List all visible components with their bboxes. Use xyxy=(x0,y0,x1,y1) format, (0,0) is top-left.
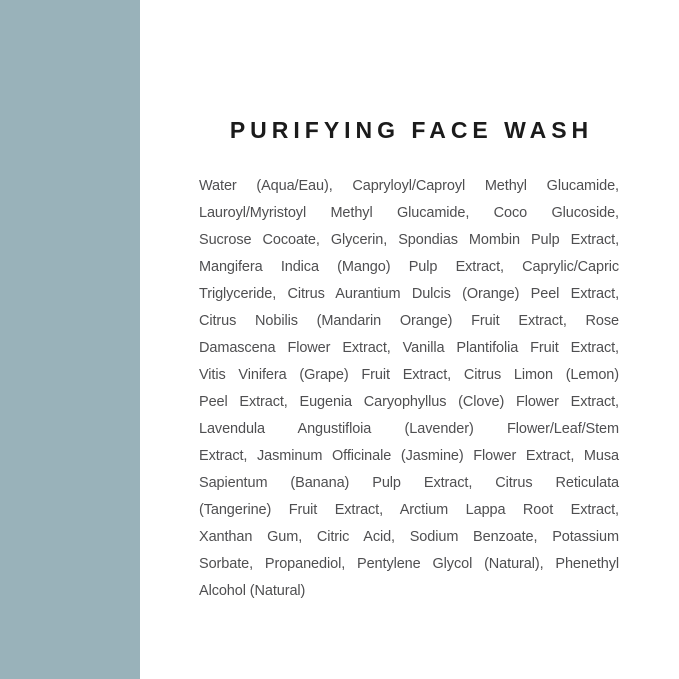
ingredients-line: Vitis Vinifera (Grape) Fruit Extract, Citrus Limon (Lemon) xyxy=(199,367,619,383)
ingredients-line: Xanthan Gum, Citric Acid, Sodium Benzoate, Potassium xyxy=(199,529,619,545)
ingredients-text xyxy=(199,173,619,605)
ingredients-line: Peel Extract, Eugenia Caryophyllus (Clove) Flower Extract, xyxy=(199,394,619,410)
ingredients-line: Triglyceride, Citrus Aurantium Dulcis (Orange) Peel Extract, xyxy=(199,286,619,302)
ingredients-line: Water (Aqua/Eau), Capryloyl/Caproyl Methyl Glucamide, xyxy=(199,178,619,194)
product-label xyxy=(199,0,619,679)
ingredients-line: Alcohol (Natural) xyxy=(199,583,306,599)
ingredients-line: Extract, Jasminum Officinale (Jasmine) Flower Extract, Musa xyxy=(199,448,619,464)
ingredients-line: Citrus Nobilis (Mandarin Orange) Fruit Extract, Rose xyxy=(199,313,619,329)
ingredients-line: Mangifera Indica (Mango) Pulp Extract, Caprylic/Capric xyxy=(199,259,619,275)
ingredients-line: Damascena Flower Extract, Vanilla Plantifolia Fruit Extract, xyxy=(199,340,619,356)
ingredients-line: (Tangerine) Fruit Extract, Arctium Lappa Root Extract, xyxy=(199,502,619,518)
product-title: PURIFYING FACE WASH xyxy=(229,117,594,143)
ingredients-line: Lauroyl/Myristoyl Methyl Glucamide, Coco Glucoside, xyxy=(199,205,619,221)
ingredients-line: Lavendula Angustifloia (Lavender) Flower/Leaf/Stem xyxy=(199,421,619,437)
ingredients-line: Sucrose Cocoate, Glycerin, Spondias Mombin Pulp Extract, xyxy=(199,232,619,248)
ingredients-line: Sorbate, Propanediol, Pentylene Glycol (Natural), Phenethyl xyxy=(199,556,619,572)
left-color-band xyxy=(0,0,140,679)
ingredients-line: Sapientum (Banana) Pulp Extract, Citrus Reticulata xyxy=(199,475,619,491)
